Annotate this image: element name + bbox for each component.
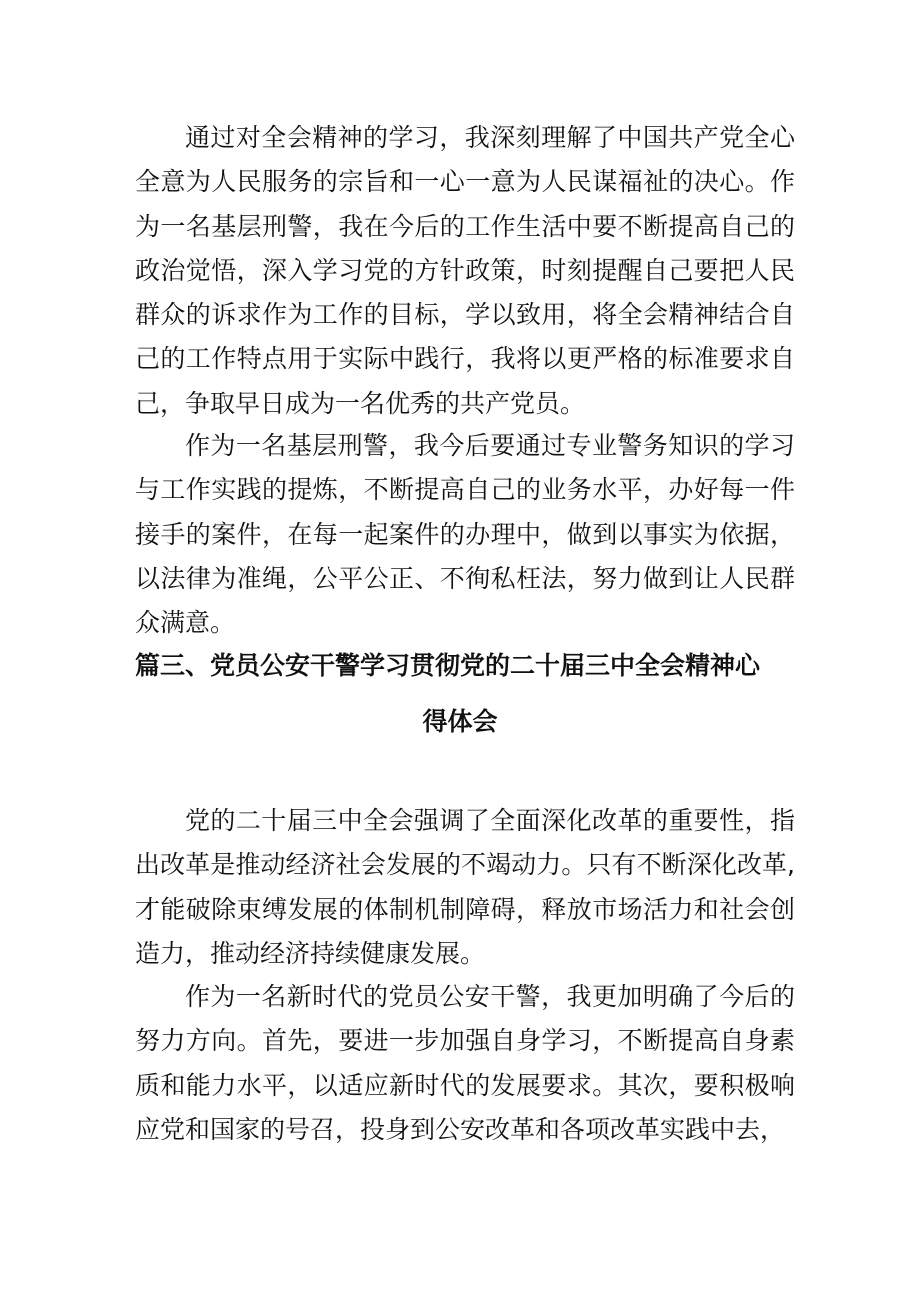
paragraph-3: 党的二十届三中全会强调了全面深化改革的重要性，指出改革是推动经济社会发展的不竭动力。只有不断深化改革,才能破除束缚发展的体制机制障碍，释放市场活力和社会创造力，推动经济持续健康发展。: [135, 806, 795, 968]
paragraph-2: 作为一名基层刑警，我今后要通过专业警务知识的学习与工作实践的提炼，不断提高自己的业务水平，办好每一件接手的案件，在每一起案件的办理中，做到以事实为依据，以法律为准绳，公平公正、不徇私枉法，努力做到让人民群众满意。: [135, 431, 795, 638]
paragraph-4: 作为一名新时代的党员公安干警，我更加明确了今后的努力方向。首先，要进一步加强自身学习，不断提高自身素质和能力水平，以适应新时代的发展要求。其次，要积极响应党和国家的号召，投身到公安改革和各项改革实践中去，: [135, 982, 795, 1144]
paragraph-1: 通过对全会精神的学习，我深刻理解了中国共产党全心全意为人民服务的宗旨和一心一意为人民谋福祉的决心。作为一名基层刑警，我在今后的工作生活中要不断提高自己的政治觉悟，深入学习党的方针政策，时刻提醒自己要把人民群众的诉求作为工作的目标，学以致用，将全会精神结合自己的工作特点用于实际中践行，我将以更严格的标准要求自己，争取早日成为一名优秀的共产党员。: [135, 123, 795, 418]
section-heading-line-2: 得体会: [422, 707, 498, 736]
section-heading-line-1: 篇三、党员公安干警学习贯彻党的二十届三中全会精神心: [135, 651, 761, 680]
